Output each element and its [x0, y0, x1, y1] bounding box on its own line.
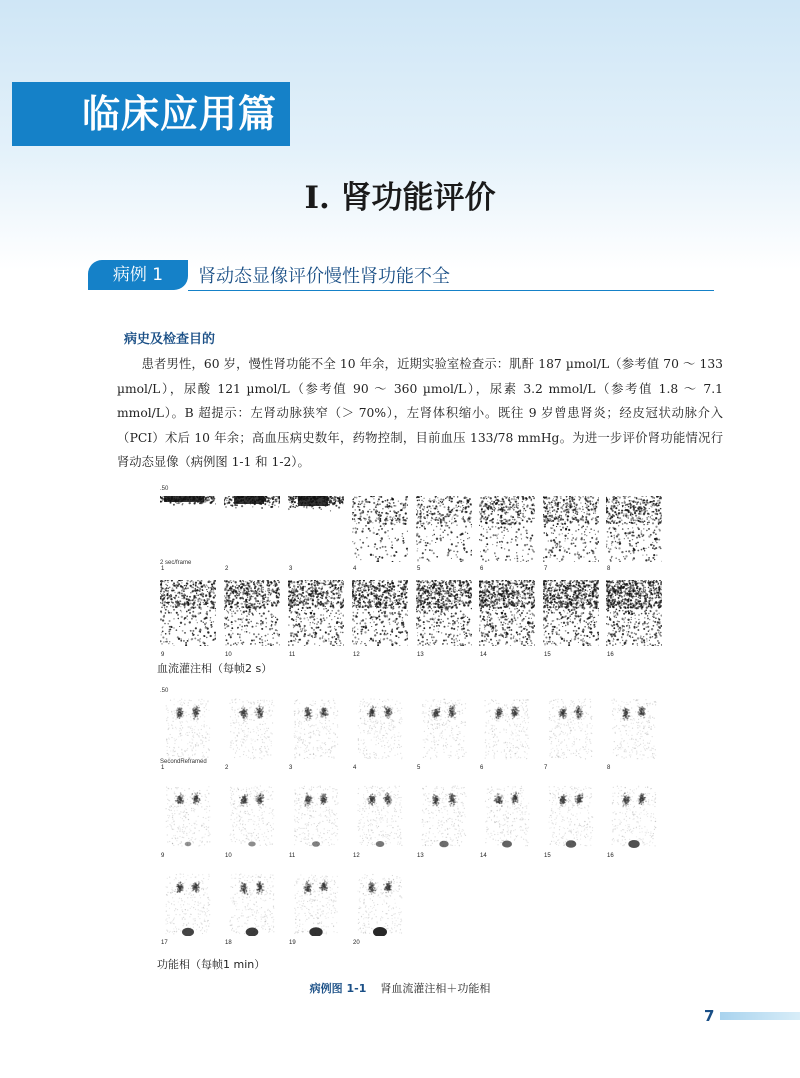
function-frame-number: 5 — [417, 765, 421, 771]
perfusion-frame-number: 12 — [353, 652, 360, 658]
perfusion-frame-number: 4 — [353, 566, 357, 572]
perfusion-frame-number: 13 — [417, 652, 424, 658]
function-frame-image — [479, 695, 535, 761]
perfusion-frame-rate-label: 2 sec/frame — [160, 560, 192, 566]
function-frame-number: 13 — [417, 853, 424, 859]
perfusion-frame-number: 5 — [417, 566, 421, 572]
function-frame-number: 8 — [607, 765, 611, 771]
function-frame-image — [224, 870, 280, 936]
function-frame-number: 7 — [544, 765, 548, 771]
function-frame-rate-label: SecondReframed — [160, 759, 207, 765]
function-frame-number: 19 — [289, 940, 296, 946]
perfusion-frame-number: 11 — [289, 652, 296, 658]
perfusion-frame-image — [479, 580, 535, 646]
function-frame-number: 16 — [607, 853, 614, 859]
function-frame-image — [160, 782, 216, 848]
function-frame-image — [352, 695, 408, 761]
case-title: 肾动态显像评价慢性肾功能不全 — [198, 266, 450, 287]
function-frame-image — [606, 782, 662, 848]
perfusion-frame-image — [606, 496, 662, 562]
perfusion-frame-number: 2 — [225, 566, 229, 572]
perfusion-frame-image — [606, 580, 662, 646]
chapter-title: I. 肾功能评价 — [304, 180, 496, 216]
function-frame-number: 6 — [480, 765, 484, 771]
function-caption: 功能相（每帧1 min） — [157, 958, 266, 971]
perfusion-frame-image — [288, 496, 344, 562]
perfusion-frame-number: 10 — [225, 652, 232, 658]
perfusion-frame-image — [160, 496, 216, 562]
function-frame-image — [416, 695, 472, 761]
figure-caption-text: 肾血流灌注相＋功能相 — [380, 982, 491, 995]
perfusion-frame-image — [543, 496, 599, 562]
perfusion-frame-number: 3 — [289, 566, 293, 572]
case-tab: 病例 1 — [88, 260, 188, 290]
perfusion-frame-image — [479, 496, 535, 562]
perfusion-frame-number: 7 — [544, 566, 548, 572]
function-frame-image — [288, 782, 344, 848]
perfusion-frame-image — [352, 580, 408, 646]
function-frame-number: 12 — [353, 853, 360, 859]
perfusion-caption: 血流灌注相（每帧2 s） — [157, 662, 273, 675]
function-frame-image — [479, 782, 535, 848]
history-paragraph: 患者男性，60 岁，慢性肾功能不全 10 年余，近期实验室检查示：肌酐 187 µmol/L（参考值 70 ～ 133 µmol/L），尿酸 121 µmol/L（参考值 90 ～ 360 µmol/L），尿素 3.2 mmol/L（参考值 1.8 ～ 7.1 mmol/L）。B 超提示：左肾动脉狭窄（＞ 70%），左肾体积缩小。既往 9 岁曾患肾炎；经皮冠状动脉介入（PCI）术后 10 年余；高血压病史数年，药物控制，目前血压 133/78 mmHg。为进一步评价肾功能情况行肾动态显像（病例图 1-1 和 1-2）。 — [117, 357, 723, 469]
perfusion-frame-image — [352, 496, 408, 562]
perfusion-frame-image — [416, 496, 472, 562]
function-frame-image — [352, 782, 408, 848]
function-frame-image — [543, 782, 599, 848]
function-frame-number: 15 — [544, 853, 551, 859]
perfusion-frame-image — [224, 580, 280, 646]
perfusion-frame-number: 8 — [607, 566, 611, 572]
function-frame-number: 4 — [353, 765, 357, 771]
perfusion-frame-image — [224, 496, 280, 562]
perfusion-frame-number: 15 — [544, 652, 551, 658]
function-frame-number: 1 — [161, 765, 165, 771]
function-frame-number: 9 — [161, 853, 165, 859]
function-scale-label: .50 — [160, 688, 169, 694]
function-frame-image — [416, 782, 472, 848]
function-frame-image — [606, 695, 662, 761]
perfusion-scale-label: .50 — [160, 486, 169, 492]
perfusion-frame-number: 16 — [607, 652, 614, 658]
function-frame-number: 14 — [480, 853, 487, 859]
section-banner: 临床应用篇 — [12, 82, 290, 146]
function-frame-image — [224, 695, 280, 761]
function-frame-image — [288, 695, 344, 761]
function-frame-image — [352, 870, 408, 936]
page-number: 7 — [704, 1007, 715, 1025]
function-frame-number: 18 — [225, 940, 232, 946]
figure-caption — [0, 980, 800, 996]
function-frame-image — [288, 870, 344, 936]
function-frame-number: 20 — [353, 940, 360, 946]
function-frame-image — [543, 695, 599, 761]
perfusion-frame-number: 14 — [480, 652, 487, 658]
perfusion-frame-number: 1 — [161, 566, 165, 572]
function-frame-number: 17 — [161, 940, 168, 946]
case-title-rule — [188, 290, 714, 291]
perfusion-frame-number: 6 — [480, 566, 484, 572]
perfusion-frame-number: 9 — [161, 652, 165, 658]
perfusion-frame-image — [288, 580, 344, 646]
function-frame-image — [160, 695, 216, 761]
perfusion-frame-image — [416, 580, 472, 646]
page-number-bar — [720, 1012, 800, 1020]
function-frame-number: 10 — [225, 853, 232, 859]
subheading: 病史及检查目的 — [124, 332, 216, 347]
function-frame-number: 2 — [225, 765, 229, 771]
perfusion-frame-image — [160, 580, 216, 646]
perfusion-frame-image — [543, 580, 599, 646]
function-frame-number: 11 — [289, 853, 296, 859]
function-frame-number: 3 — [289, 765, 293, 771]
function-frame-image — [224, 782, 280, 848]
function-frame-image — [160, 870, 216, 936]
figure-caption-number: 病例图 1-1 — [309, 982, 367, 995]
